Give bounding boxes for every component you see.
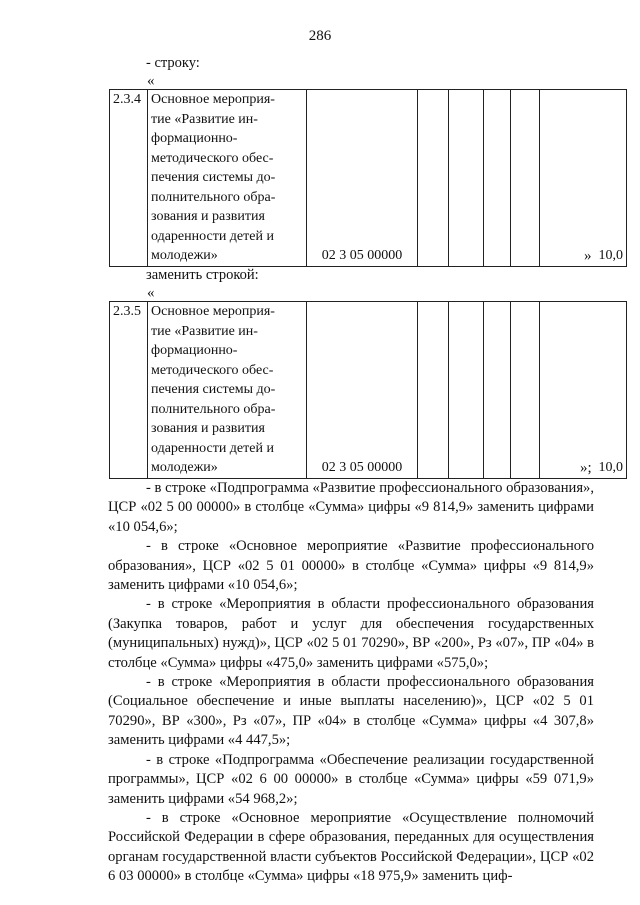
old-row-table (109, 89, 627, 267)
page-number: 286 (308, 28, 332, 44)
row-name-line: зования и развития (151, 421, 265, 436)
row-number: 2.3.4 (110, 90, 148, 267)
amendment-paragraph: - в строке «Подпрограмма «Обеспечение реализации государственной программы», ЦСР «02 6 00 00000» в столбце «Сумма» цифры «59 071,9» заменить цифрами «54 968,2»; (108, 751, 594, 807)
row-name-line: молодежи» (151, 248, 218, 263)
amendment-paragraph: - в строке «Подпрограмма «Развитие профессионального образования», ЦСР «02 5 00 00000» в столбце «Сумма» цифры «9 814,9» заменить цифрами «10 054,6»; (108, 480, 594, 535)
row-name-line: печения системы до- (151, 382, 276, 397)
row-name-line: формационно- (151, 343, 238, 358)
row-name-line: полнительного обра- (151, 189, 276, 205)
amendment-paragraph: - в строке «Мероприятия в области профессионального образования (Социальное обеспечение и иные выплаты населению)», ЦСР «02 5 01 70290», ВР «300», Рз «07», ПР «04» в столбце «Сумма» цифры «4 307,8» заменить цифрами «4 447,5»; (108, 674, 594, 749)
row-name-line: одаренности детей и (151, 440, 274, 456)
empty-cell (449, 90, 484, 267)
table-row (110, 90, 627, 267)
row-csr: 02 3 05 00000 (307, 302, 418, 479)
row-number: 2.3.5 (110, 302, 148, 479)
row-name-line: Основное мероприя- (151, 92, 275, 107)
quote-open-new: « (147, 285, 155, 301)
label-replace: заменить строкой: (146, 267, 259, 283)
amendment-paragraph: - в строке «Основное мероприятие «Осуществление полномочий Российской Федерации в сфере образования, переданных для осуществления органам государственной власти субъектов Российской Федерации», ЦСР «02 6 03 00000» в столбце «Сумма» цифры «18 975,9» заменить циф- (108, 809, 594, 885)
row-name (148, 302, 307, 479)
row-name-line: тие «Развитие ин- (151, 323, 258, 339)
row-name-line: зования и развития (151, 209, 265, 224)
empty-cell (511, 90, 540, 267)
quote-close-new: »; (580, 460, 592, 476)
empty-cell (484, 302, 511, 479)
row-name-line: одаренности детей и (151, 228, 274, 244)
row-sum: 10,0 (540, 302, 627, 479)
row-name-line: методического обес- (151, 362, 274, 378)
row-name-line: методического обес- (151, 150, 274, 166)
row-name-line: молодежи» (151, 460, 218, 475)
amendment-paragraph: - в строке «Основное мероприятие «Развитие профессионального образования», ЦСР «02 5 01 00000» в столбце «Сумма» цифры «9 814,9» заменить цифрами «10 054,6»; (108, 538, 594, 594)
label-row: - строку: (146, 55, 200, 71)
new-row-table (109, 301, 627, 479)
amendment-paragraph: - в строке «Мероприятия в области профессионального образования (Закупка товаров, работ и услуг для обеспечения государственных (муниципальных) нужд)», ЦСР «02 5 01 70290», ВР «200», Рз «07», ПР «04» в столбце «Сумма» цифры «475,0» заменить цифрами «575,0»; (108, 596, 594, 671)
empty-cell (449, 302, 484, 479)
empty-cell (511, 302, 540, 479)
empty-cell (418, 90, 449, 267)
row-name (148, 90, 307, 267)
row-sum: 10,0 (540, 90, 627, 267)
table-row (110, 302, 627, 479)
quote-open-old: « (147, 73, 155, 89)
row-name-line: полнительного обра- (151, 401, 276, 417)
row-name-line: печения системы до- (151, 170, 276, 185)
row-name-line: формационно- (151, 131, 238, 146)
row-csr: 02 3 05 00000 (307, 90, 418, 267)
empty-cell (418, 302, 449, 479)
row-name-line: тие «Развитие ин- (151, 111, 258, 127)
empty-cell (484, 90, 511, 267)
amendment-text (108, 479, 594, 887)
row-name-line: Основное мероприя- (151, 304, 275, 319)
quote-close-old: » (584, 248, 592, 264)
